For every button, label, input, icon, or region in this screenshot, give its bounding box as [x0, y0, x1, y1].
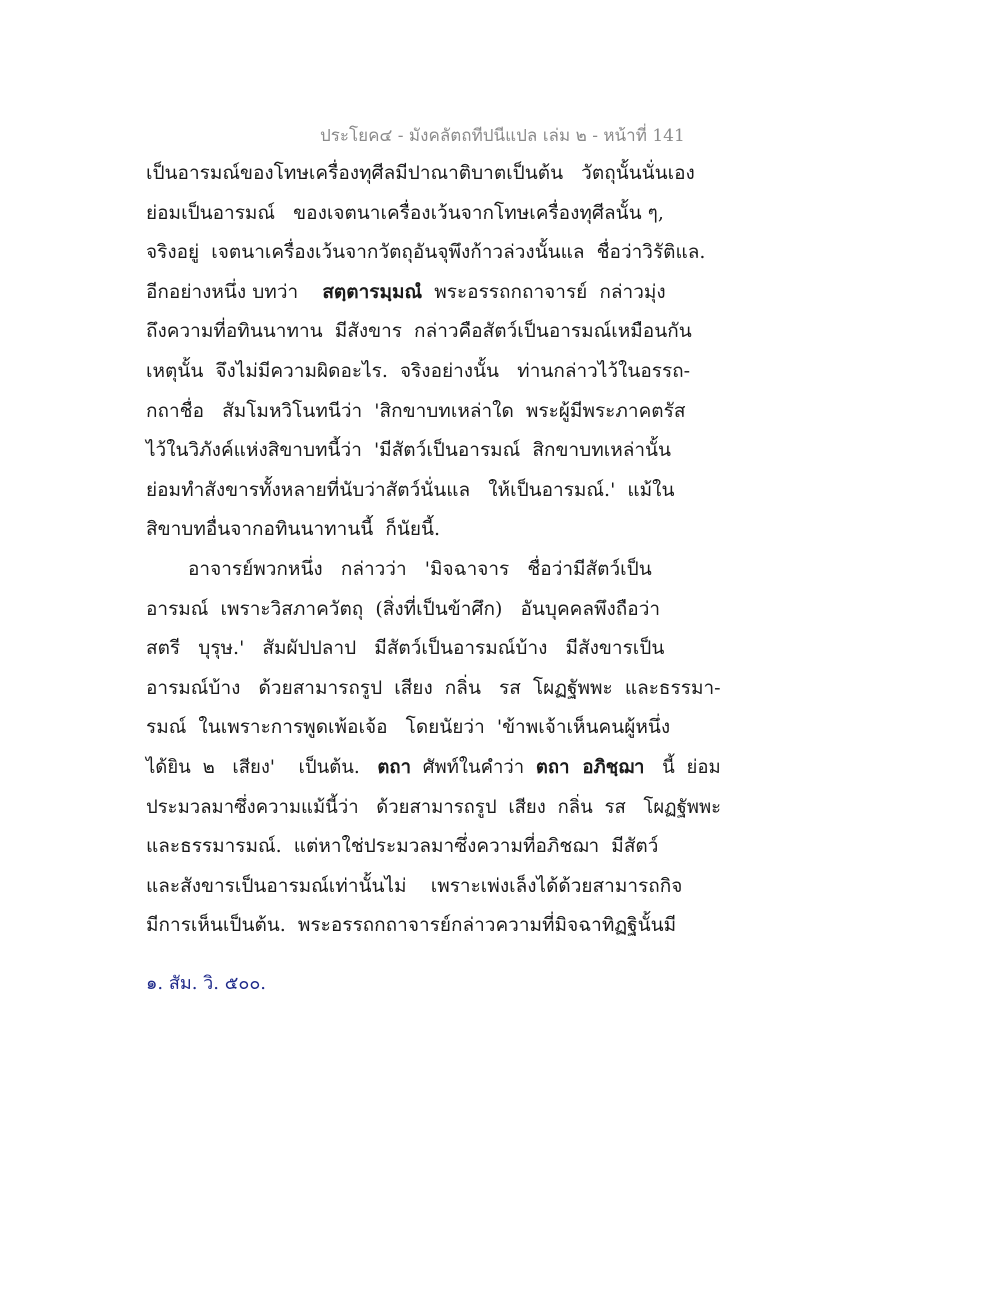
- text-line: [146, 194, 726, 234]
- text-line: [146, 273, 726, 313]
- bold-term: ตถา อภิชฺฌา: [535, 756, 645, 778]
- text-segment: ถึงความที่อทินนาทาน มีสังขาร กล่าวคือสัตว์เป็นอารมณ์เหมือนกัน: [146, 320, 692, 343]
- text-segment: ย่อมเป็นอารมณ์ ของเจตนาเครื่องเว้นจากโทษเครื่องทุศีลนั้น ๆ,: [146, 201, 664, 224]
- page-header: ประโยค๔ - มังคลัตถทีปนีแปล เล่ม ๒ - หน้าที่ 141: [320, 126, 685, 146]
- text-segment: เป็นอารมณ์ของโทษเครื่องทุศีลมีปาณาติบาตเป็นต้น วัตถุนั้นนั่นเอง: [146, 162, 695, 184]
- text-line: [146, 352, 726, 392]
- text-line: [146, 471, 726, 511]
- text-line: [146, 590, 726, 630]
- text-segment: อาจารย์พวกหนึ่ง กล่าวว่า 'มิจฉาจาร ชื่อว่ามีสัตว์เป็น: [188, 557, 652, 580]
- text-line: [146, 550, 726, 590]
- text-segment: ศัพท์ในคำว่า: [411, 756, 536, 778]
- text-segment: เหตุนั้น จึงไม่มีความผิดอะไร. จริงอย่างนั้น ท่านกล่าวไว้ในอรรถ-: [146, 359, 691, 382]
- text-segment: นี้ ย่อม: [644, 756, 721, 778]
- text-segment: กถาชื่อ สัมโมหวิโนทนีว่า 'สิกขาบทเหล่าใด พระผู้มีพระภาคตรัส: [146, 399, 686, 422]
- text-segment: สตรี บุรุษ.' สัมผัปปลาป มีสัตว์เป็นอารมณ์บ้าง มีสังขารเป็น: [146, 637, 665, 660]
- text-line: [146, 708, 726, 748]
- bold-term: ตถา: [377, 756, 412, 778]
- bold-term: สตฺตารมฺมณํ: [322, 280, 423, 303]
- text-line: [146, 629, 726, 669]
- text-line: [146, 510, 726, 550]
- text-segment: ได้ยิน ๒ เสียง' เป็นต้น.: [146, 756, 378, 778]
- text-line: [146, 431, 726, 471]
- text-segment: อารมณ์ เพราะวิสภาควัตถุ (สิ่งที่เป็นข้าศึก) อันบุคคลพึงถือว่า: [146, 597, 661, 620]
- text-line: [146, 669, 726, 709]
- text-line: [146, 233, 726, 273]
- text-segment: อารมณ์บ้าง ด้วยสามารถรูป เสียง กลิ่น รส โผฏฐัพพะ และธรรมา-: [146, 676, 721, 699]
- text-segment: ย่อมทำสังขารทั้งหลายที่นับว่าสัตว์นั่นแล ให้เป็นอารมณ์.' แม้ใน: [146, 478, 675, 501]
- text-segment: มีการเห็นเป็นต้น. พระอรรถกถาจารย์กล่าวความที่มิจฉาทิฏฐินั้นมี: [146, 914, 677, 937]
- text-segment: ประมวลมาซึ่งความแม้นี้ว่า ด้วยสามารถรูป เสียง กลิ่น รส โผฏฐัพพะ: [146, 796, 722, 818]
- text-line: [146, 312, 726, 352]
- text-segment: และธรรมารมณ์. แต่หาใช่ประมวลมาซึ่งความที่อภิชฌา มีสัตว์: [146, 835, 659, 858]
- text-segment: พระอรรถกถาจารย์ กล่าวมุ่ง: [422, 280, 666, 303]
- text-segment: สิขาบทอื่นจากอทินนาทานนี้ ก็นัยนี้.: [146, 518, 441, 541]
- text-segment: ไว้ในวิภังค์แห่งสิขาบทนี้ว่า 'มีสัตว์เป็นอารมณ์ สิกขาบทเหล่านั้น: [146, 439, 672, 462]
- text-line: [146, 154, 726, 194]
- text-line: [146, 748, 726, 788]
- text-segment: จริงอยู่ เจตนาเครื่องเว้นจากวัตถุอันจุพึงก้าวล่วงนั้นแล ชื่อว่าวิรัติแล.: [146, 241, 706, 264]
- text-segment: รมณ์ ในเพราะการพูดเพ้อเจ้อ โดยนัยว่า 'ข้าพเจ้าเห็นคนผู้หนึ่ง: [146, 716, 671, 739]
- footnote: ๑. สัม. วิ. ๕๐๐.: [146, 973, 267, 994]
- text-line: [146, 788, 726, 828]
- text-segment: และสังขารเป็นอารมณ์เท่านั้นไม่ เพราะเพ่งเล็งได้ด้วยสามารถกิจ: [146, 874, 683, 897]
- text-line: [146, 827, 726, 867]
- text-line: [146, 867, 726, 907]
- text-line: [146, 906, 726, 946]
- text-line: [146, 392, 726, 432]
- text-segment: อีกอย่างหนึ่ง บทว่า: [146, 280, 323, 303]
- body-text: [146, 154, 726, 946]
